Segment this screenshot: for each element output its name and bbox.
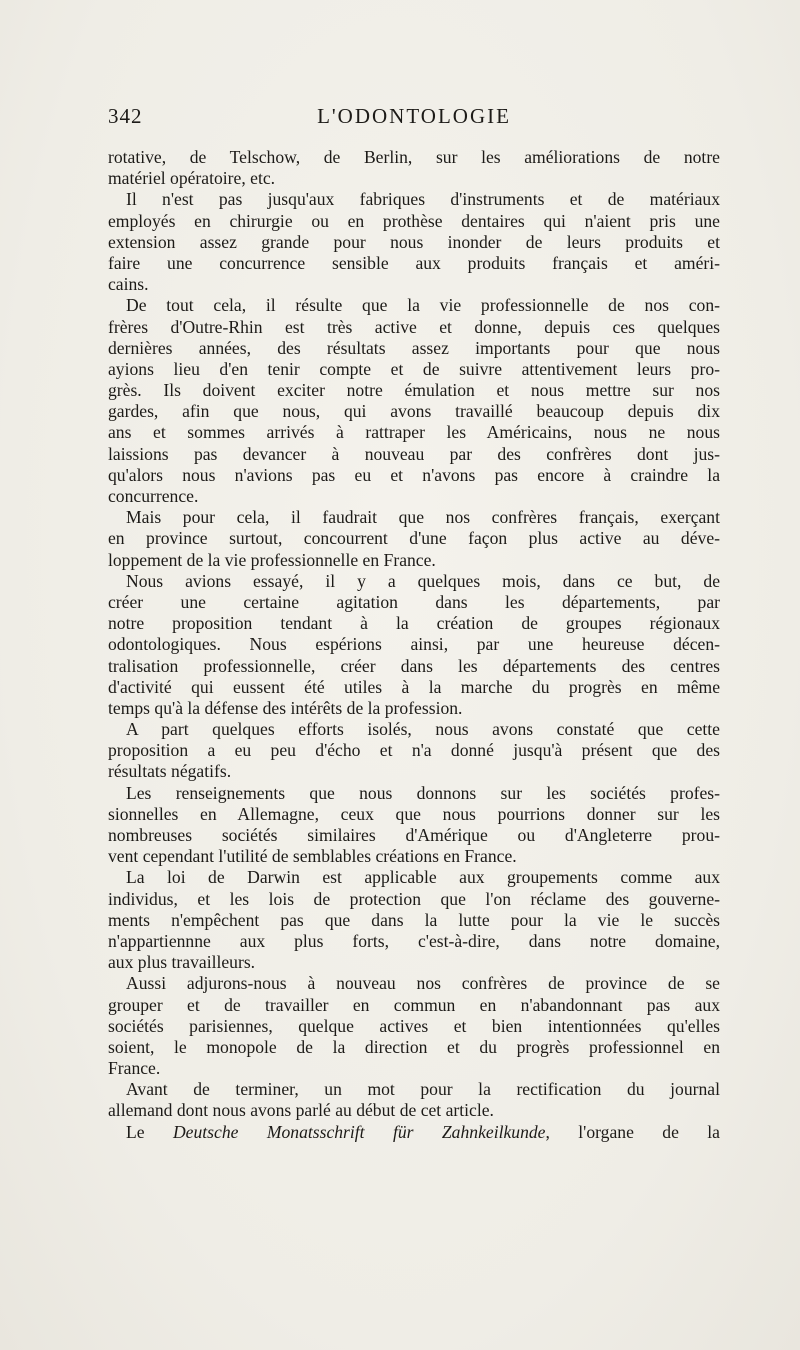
text-line: frères d'Outre-Rhin est très active et donne, depuis ces quelques — [108, 316, 720, 337]
text-line: allemand dont nous avons parlé au début de cet article. — [108, 1100, 494, 1121]
text-line: concurrence. — [108, 486, 199, 506]
text-line: Aussi adjurons-nous à nouveau nos confrères de province de se — [126, 973, 720, 994]
text-line: cains. — [108, 274, 149, 295]
text-line: sionnelles en Allemagne, ceux que nous pourrions donner sur les — [108, 803, 720, 824]
text-line: Avant de terminer, un mot pour la rectification du journal — [126, 1079, 720, 1100]
text-line: proposition a eu peu d'écho et n'a donné jusqu'à présent que des — [108, 740, 720, 761]
text-line: loppement de la vie professionnelle en France. — [108, 549, 436, 570]
text-line: matériel opératoire, etc. — [108, 168, 276, 189]
text-line: créer une certaine agitation dans les départements, par — [108, 591, 720, 612]
text-line: ments n'empêchent pas que dans la lutte pour la vie le succès — [108, 909, 720, 930]
text-line: Il n'est pas jusqu'aux fabriques d'instruments et de matériaux — [126, 189, 720, 210]
text-line: A part quelques efforts isolés, nous avons constaté que cette — [126, 719, 720, 740]
text-line: rotative, de Telschow, de Berlin, sur les améliorations de notre — [108, 147, 720, 167]
journal-title: L'ODONTOLOGIE — [317, 104, 511, 128]
text-line: odontologiques. Nous espérions ainsi, par une heureuse décen- — [108, 634, 720, 655]
text-line — [108, 1122, 720, 1143]
text-line: De tout cela, il résulte que la vie professionnelle de nos con- — [126, 295, 720, 316]
text-line: grès. Ils doivent exciter notre émulation et nous mettre sur nos — [108, 380, 720, 401]
page-number: 342 — [108, 104, 143, 128]
text-line: n'appartiennne aux plus forts, c'est-à-dire, dans notre domaine, — [108, 930, 720, 951]
running-head — [108, 104, 720, 134]
text-line: individus, et les lois de protection que l'on réclame des gouverne- — [108, 888, 720, 909]
text-line: ayions lieu d'en tenir compte et de suivre attentivement leurs pro- — [108, 358, 720, 379]
text-segment: Le — [126, 1121, 173, 1142]
text-line: ans et sommes arrivés à rattraper les Américains, nous ne nous — [108, 422, 720, 443]
text-line: grouper et de travailler en commun en n'abandonnant pas aux — [108, 994, 720, 1015]
text-line: notre proposition tendant à la création de groupes régionaux — [108, 613, 720, 634]
text-line: La loi de Darwin est applicable aux groupements comme aux — [126, 867, 720, 888]
text-line: aux plus travailleurs. — [108, 952, 256, 973]
body-text — [108, 147, 720, 1143]
text-line: gardes, afin que nous, qui avons travaillé beaucoup depuis dix — [108, 401, 720, 422]
text-line: employés en chirurgie ou en prothèse dentaires qui n'aient pris une — [108, 210, 720, 231]
text-line: Mais pour cela, il faudrait que nos confrères français, exerçant — [126, 507, 720, 528]
text-line: Les renseignements que nous donnons sur les sociétés profes- — [126, 782, 720, 803]
text-line: faire une concurrence sensible aux produits français et améri- — [108, 252, 720, 273]
text-line: dernières années, des résultats assez importants pour que nous — [108, 337, 720, 358]
journal-name-italic: Deutsche Monatsschrift für Zahnkeilkunde — [172, 1121, 546, 1142]
text-line: qu'alors nous n'avions pas eu et n'avons pas encore à craindre la — [108, 464, 720, 485]
text-segment: , l'organe de la — [545, 1121, 720, 1142]
text-line: sociétés parisiennes, quelque actives et bien intentionnées qu'elles — [108, 1015, 720, 1036]
text-line: d'activité qui eussent été utiles à la marche du progrès en même — [108, 676, 720, 697]
text-line: extension assez grande pour nous inonder de leurs produits et — [108, 231, 720, 252]
text-line: laissions pas devancer à nouveau par des confrères dont jus- — [108, 443, 720, 464]
text-line: en province surtout, concourrent d'une façon plus active au déve- — [108, 528, 720, 549]
text-line: tralisation professionnelle, créer dans les départements des centres — [108, 655, 720, 676]
text-line: résultats négatifs. — [108, 761, 232, 782]
text-line: temps qu'à la défense des intérêts de la profession. — [108, 697, 463, 718]
text-line: soient, le monopole de la direction et du progrès professionnel en — [108, 1036, 720, 1057]
text-line: Nous avions essayé, il y a quelques mois, dans ce but, de — [126, 570, 720, 591]
text-line: vent cependant l'utilité de semblables créations en France. — [108, 846, 517, 867]
text-line: France. — [108, 1058, 161, 1079]
text-line: nombreuses sociétés similaires d'Amérique ou d'Angleterre prou- — [108, 825, 720, 845]
